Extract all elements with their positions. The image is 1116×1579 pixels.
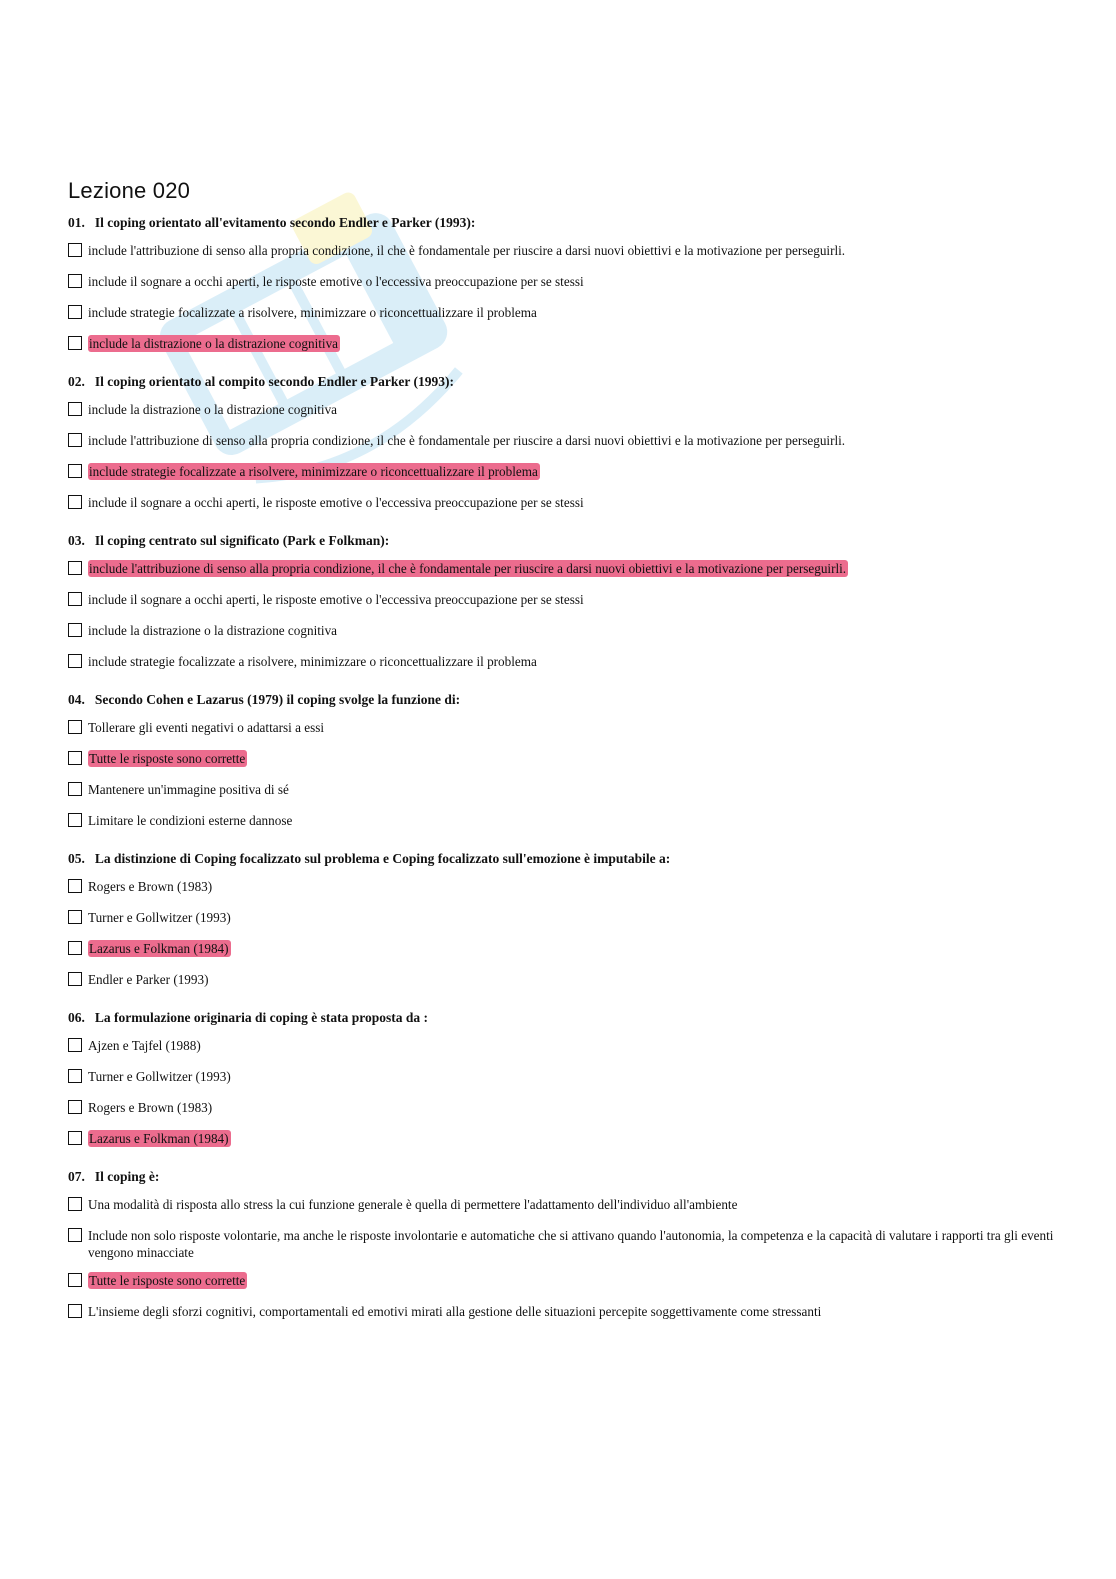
question-number: 03. <box>68 533 85 548</box>
answer-option <box>68 1037 1058 1057</box>
answer-text: include strategie focalizzate a risolvere, minimizzare o riconcettualizzare il problema <box>88 305 537 320</box>
question-title <box>68 1009 1058 1027</box>
answer-text: include la distrazione o la distrazione cognitiva <box>88 623 338 638</box>
answer-checkbox[interactable] <box>68 1069 82 1083</box>
answer-checkbox[interactable] <box>68 305 82 319</box>
answer-text: L'insieme degli sforzi cognitivi, comportamentali ed emotivi mirati alla gestione delle situazioni percepite soggettivamente come stressanti <box>88 1304 822 1319</box>
answer-text: Endler e Parker (1993) <box>88 972 209 987</box>
answer-text: include il sognare a occhi aperti, le risposte emotive o l'eccessiva preoccupazione per se stessi <box>88 274 584 289</box>
answer-option <box>68 1303 1058 1323</box>
correct-answer-text: include l'attribuzione di senso alla propria condizione, il che è fondamentale per riuscire a darsi nuovi obiettivi e la motivazione per perseguirli. <box>89 561 847 576</box>
answer-option <box>68 304 1058 324</box>
question-number: 05. <box>68 851 85 866</box>
question-title <box>68 373 1058 391</box>
correct-answer-text: Tutte le risposte sono corrette <box>89 751 246 766</box>
question-6 <box>68 1009 1058 1150</box>
answer-text: Tollerare gli eventi negativi o adattarsi a essi <box>88 720 324 735</box>
answer-checkbox[interactable] <box>68 402 82 416</box>
answer-checkbox[interactable] <box>68 941 82 955</box>
answer-checkbox[interactable] <box>68 1038 82 1052</box>
answer-checkbox[interactable] <box>68 1197 82 1211</box>
answer-option <box>68 591 1058 611</box>
answer-checkbox[interactable] <box>68 561 82 575</box>
question-text: Il coping orientato all'evitamento secondo Endler e Parker (1993): <box>94 215 476 230</box>
answer-option <box>68 653 1058 673</box>
question-title <box>68 214 1058 232</box>
question-number: 07. <box>68 1169 85 1184</box>
answer-checkbox[interactable] <box>68 1131 82 1145</box>
answer-option <box>68 909 1058 929</box>
answer-option <box>68 1099 1058 1119</box>
answer-checkbox[interactable] <box>68 274 82 288</box>
answer-text: include il sognare a occhi aperti, le risposte emotive o l'eccessiva preoccupazione per se stessi <box>88 592 584 607</box>
answer-option <box>68 1272 1058 1292</box>
answer-option <box>68 463 1058 483</box>
lesson-title: Lezione 020 <box>68 178 191 203</box>
answer-option <box>68 622 1058 642</box>
question-title <box>68 850 1058 868</box>
answer-checkbox[interactable] <box>68 336 82 350</box>
answer-text: include l'attribuzione di senso alla propria condizione, il che è fondamentale per riuscire a darsi nuovi obiettivi e la motivazione per perseguirli. <box>88 243 846 258</box>
question-text: Secondo Cohen e Lazarus (1979) il coping svolge la funzione di: <box>94 692 461 707</box>
answer-option <box>68 1196 1058 1216</box>
answer-option <box>68 560 1058 580</box>
question-text: Il coping è: <box>94 1169 160 1184</box>
correct-answer-text: include strategie focalizzate a risolvere, minimizzare o riconcettualizzare il problema <box>89 464 538 479</box>
correct-answer-text: Tutte le risposte sono corrette <box>89 1273 246 1288</box>
answer-checkbox[interactable] <box>68 592 82 606</box>
question-5 <box>68 850 1058 991</box>
correct-answer-text: include la distrazione o la distrazione cognitiva <box>89 336 339 351</box>
answer-option <box>68 940 1058 960</box>
answer-text: Ajzen e Tajfel (1988) <box>88 1038 201 1053</box>
answer-checkbox[interactable] <box>68 910 82 924</box>
correct-answer-text: Lazarus e Folkman (1984) <box>89 1131 229 1146</box>
answer-checkbox[interactable] <box>68 1304 82 1318</box>
answer-option <box>68 750 1058 770</box>
question-1 <box>68 214 1058 355</box>
answer-checkbox[interactable] <box>68 464 82 478</box>
answer-text: Turner e Gollwitzer (1993) <box>88 910 231 925</box>
answer-option <box>68 1227 1058 1261</box>
answer-text: include strategie focalizzate a risolvere, minimizzare o riconcettualizzare il problema <box>88 654 537 669</box>
question-text: Il coping orientato al compito secondo Endler e Parker (1993): <box>94 374 454 389</box>
answer-option <box>68 432 1058 452</box>
answer-option <box>68 1130 1058 1150</box>
question-text: La formulazione originaria di coping è stata proposta da : <box>94 1010 429 1025</box>
answer-options <box>68 560 1058 673</box>
answer-checkbox[interactable] <box>68 433 82 447</box>
answer-text: include l'attribuzione di senso alla propria condizione, il che è fondamentale per riuscire a darsi nuovi obiettivi e la motivazione per perseguirli. <box>88 433 846 448</box>
question-4 <box>68 691 1058 832</box>
question-2 <box>68 373 1058 514</box>
answer-checkbox[interactable] <box>68 782 82 796</box>
question-number: 06. <box>68 1010 85 1025</box>
answer-option <box>68 1068 1058 1088</box>
answer-text: Mantenere un'immagine positiva di sé <box>88 782 289 797</box>
answer-option <box>68 335 1058 355</box>
document-page <box>68 178 1058 1341</box>
answer-option <box>68 812 1058 832</box>
question-title <box>68 532 1058 550</box>
answer-text: Limitare le condizioni esterne dannose <box>88 813 293 828</box>
question-title <box>68 1168 1058 1186</box>
answer-options <box>68 1196 1058 1323</box>
question-title <box>68 691 1058 709</box>
question-number: 04. <box>68 692 85 707</box>
question-number: 02. <box>68 374 85 389</box>
answer-text: Turner e Gollwitzer (1993) <box>88 1069 231 1084</box>
answer-option <box>68 242 1058 262</box>
answer-checkbox[interactable] <box>68 720 82 734</box>
question-7 <box>68 1168 1058 1323</box>
question-number: 01. <box>68 215 85 230</box>
answer-checkbox[interactable] <box>68 972 82 986</box>
answer-checkbox[interactable] <box>68 751 82 765</box>
answer-option <box>68 273 1058 293</box>
answer-options <box>68 1037 1058 1150</box>
answer-checkbox[interactable] <box>68 243 82 257</box>
answer-option <box>68 971 1058 991</box>
correct-answer-text: Lazarus e Folkman (1984) <box>89 941 229 956</box>
answer-checkbox[interactable] <box>68 623 82 637</box>
answer-text: include la distrazione o la distrazione cognitiva <box>88 402 338 417</box>
answer-option <box>68 878 1058 898</box>
answer-options <box>68 242 1058 355</box>
answer-text: Rogers e Brown (1983) <box>88 879 213 894</box>
question-text: Il coping centrato sul significato (Park e Folkman): <box>94 533 390 548</box>
question-3 <box>68 532 1058 673</box>
answer-checkbox[interactable] <box>68 813 82 827</box>
answer-text: include il sognare a occhi aperti, le risposte emotive o l'eccessiva preoccupazione per se stessi <box>88 495 584 510</box>
answer-checkbox[interactable] <box>68 1273 82 1287</box>
answer-option <box>68 494 1058 514</box>
answer-option <box>68 719 1058 739</box>
answer-options <box>68 719 1058 832</box>
answer-option <box>68 401 1058 421</box>
answer-text: Include non solo risposte volontarie, ma anche le risposte involontarie e automatiche che si attivano quando l'autonomia, la competenza e la capacità di valutare i rapporti tra gli eventi vengono minacciate <box>88 1228 1054 1260</box>
answer-checkbox[interactable] <box>68 879 82 893</box>
answer-checkbox[interactable] <box>68 654 82 668</box>
answer-options <box>68 878 1058 991</box>
answer-checkbox[interactable] <box>68 1100 82 1114</box>
answer-options <box>68 401 1058 514</box>
answer-text: Rogers e Brown (1983) <box>88 1100 213 1115</box>
questions-list <box>68 214 1058 1323</box>
answer-option <box>68 781 1058 801</box>
question-text: La distinzione di Coping focalizzato sul problema e Coping focalizzato sull'emozione è imputabile a: <box>94 851 671 866</box>
answer-checkbox[interactable] <box>68 1228 82 1242</box>
answer-checkbox[interactable] <box>68 495 82 509</box>
answer-text: Una modalità di risposta allo stress la cui funzione generale è quella di permettere l'adattamento dell'individuo all'ambiente <box>88 1197 738 1212</box>
